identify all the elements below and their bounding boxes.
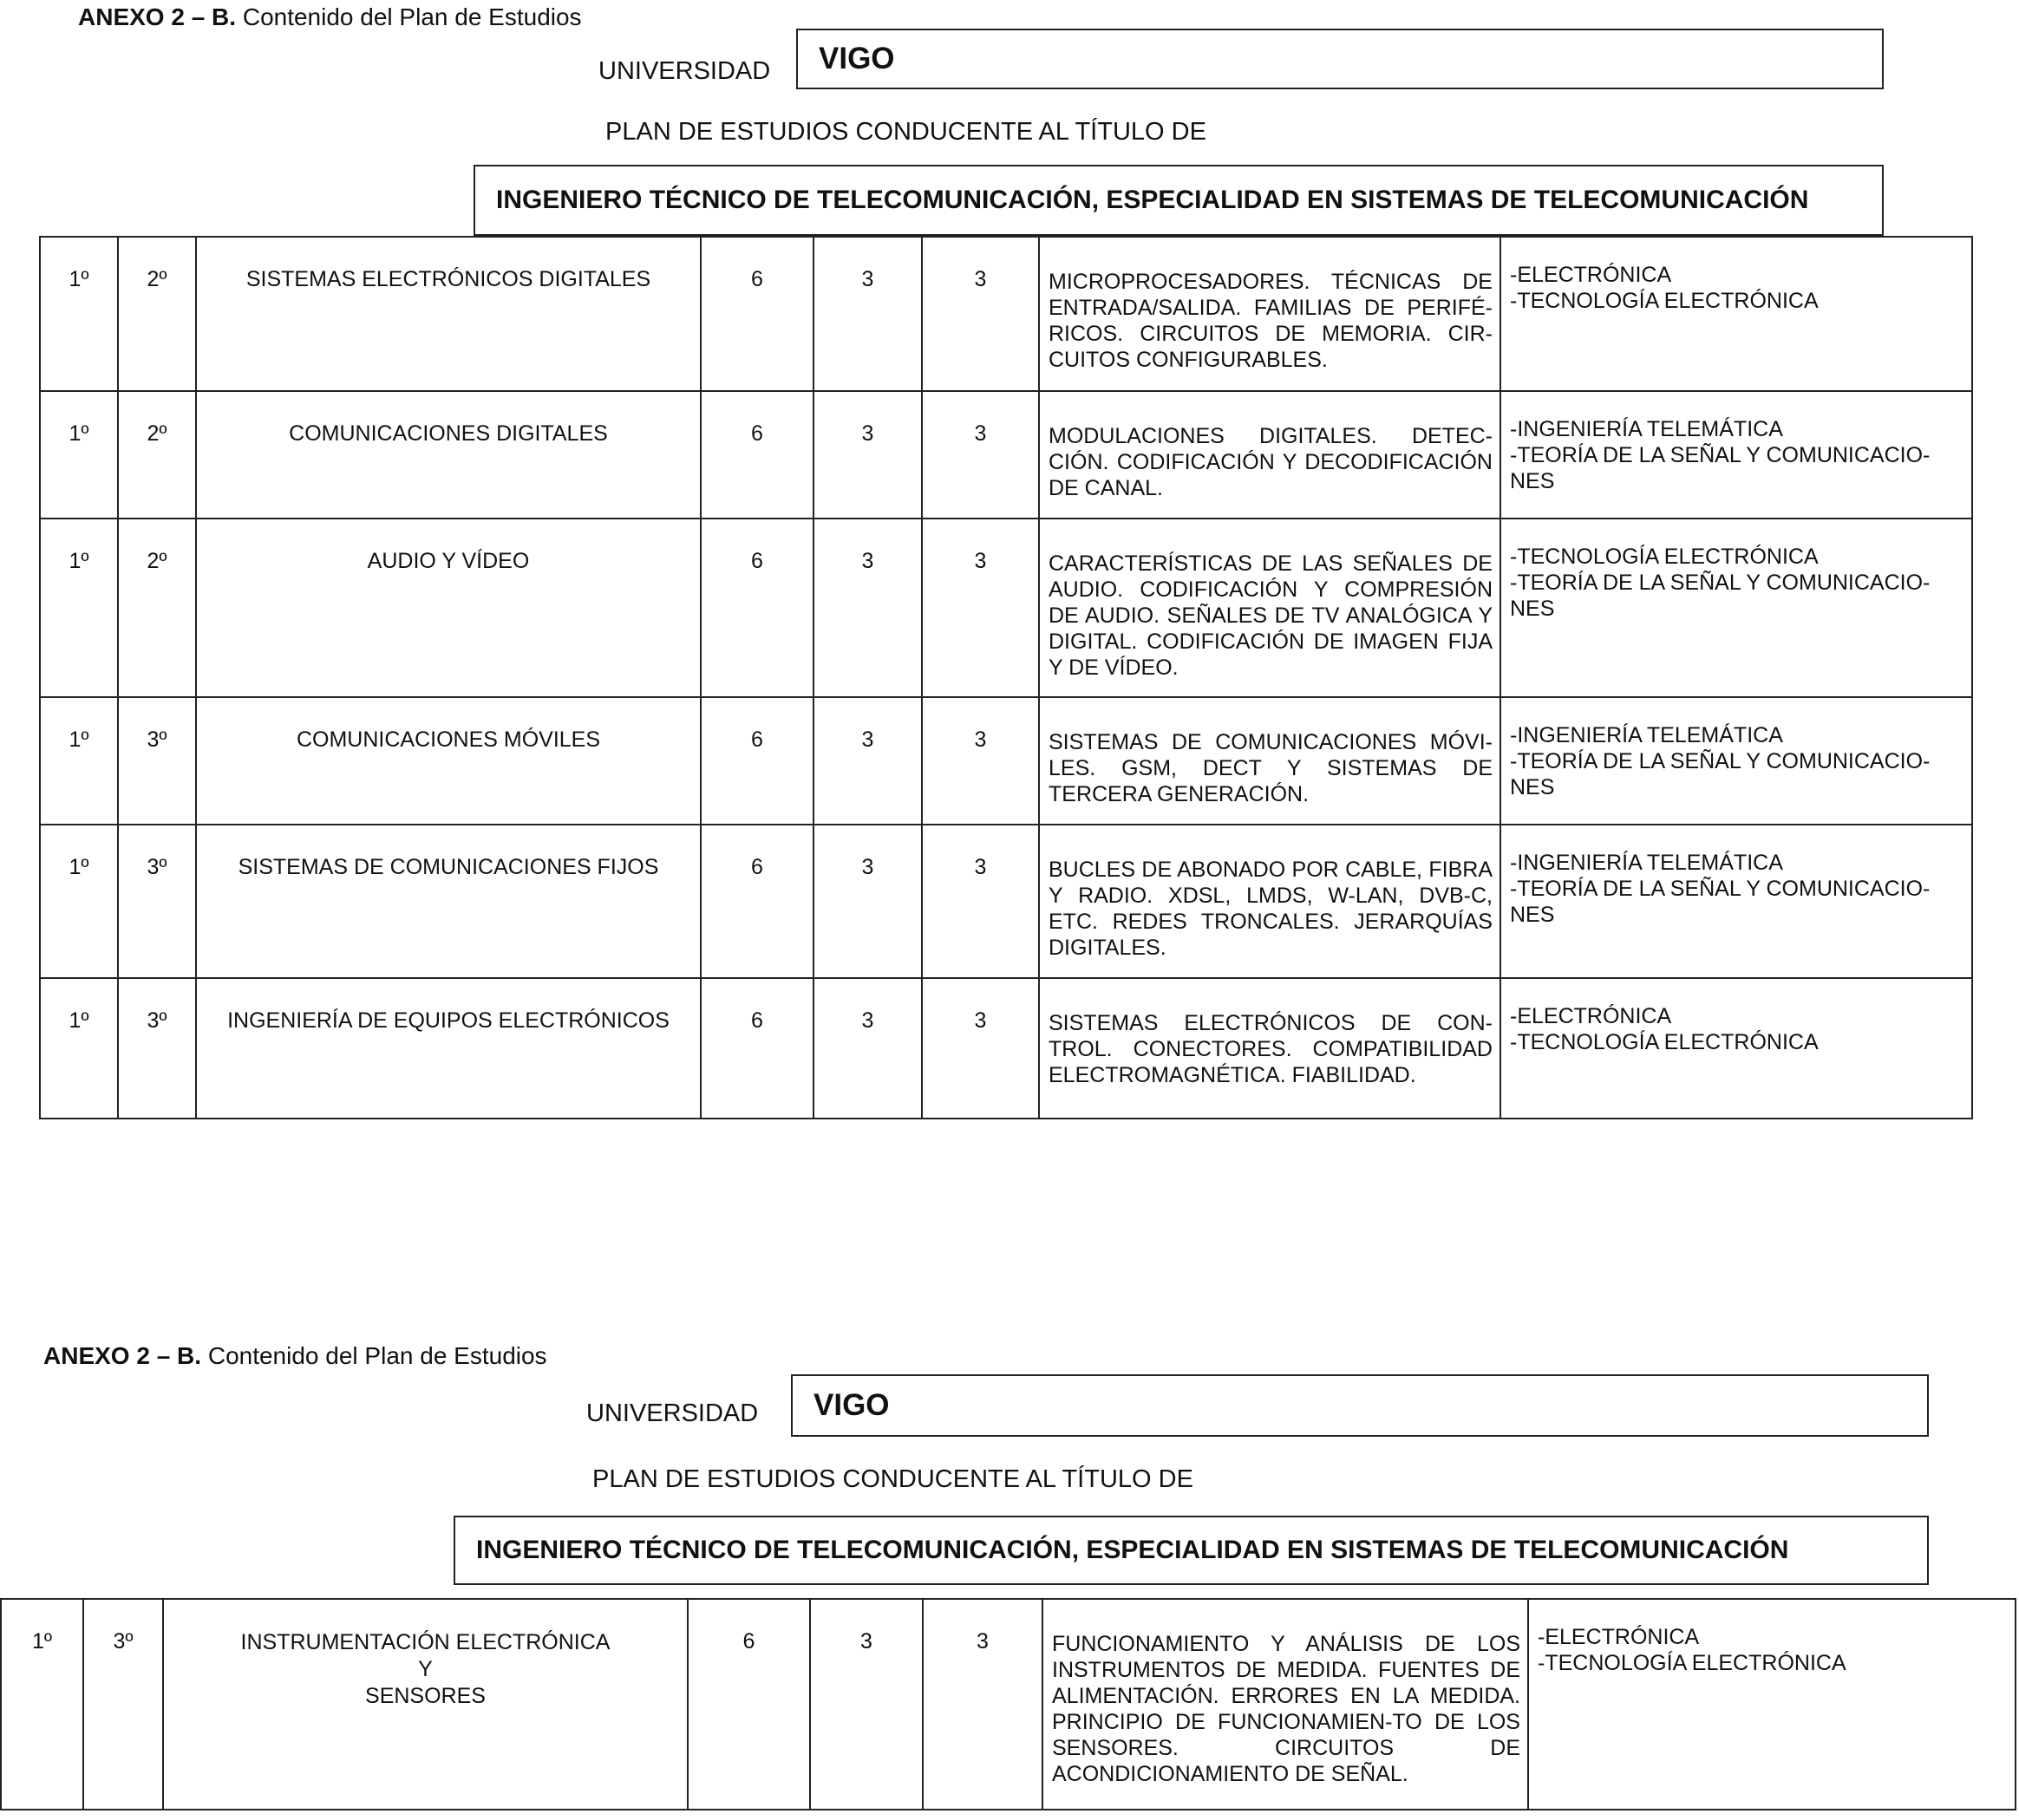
titulo-text: INGENIERO TÉCNICO DE TELECOMUNICACIÓN, ESPECIALIDAD EN SISTEMAS DE TELECOMUNICACIÓN: [496, 186, 1809, 214]
creditos-practicos-cell-text: 3: [977, 1629, 989, 1654]
ciclo-cell: [40, 391, 118, 519]
asignatura-cell: [196, 519, 701, 697]
titulo-box-2: [454, 1516, 1929, 1585]
area-conocimiento: -TECNOLOGÍA ELECTRÓNICA: [1538, 1651, 1846, 1675]
creditos-teoricos-cell: [813, 237, 922, 391]
anexo-subtitle-2: Contenido del Plan de Estudios: [201, 1342, 547, 1369]
ciclo-cell-text: 1º: [31, 1629, 53, 1654]
areas-cell: [1500, 237, 1972, 391]
creditos-practicos-cell-text: 3: [974, 727, 987, 752]
area-conocimiento: -TECNOLOGÍA ELECTRÓNICA: [1510, 1030, 1819, 1054]
area-conocimiento: -INGENIERÍA TELEMÁTICA: [1510, 417, 1783, 441]
universidad-value-2: VIGO: [813, 1388, 890, 1422]
ciclo-cell-text: 1º: [69, 855, 89, 879]
creditos-totales-cell: [701, 391, 813, 519]
descriptor-cell: SISTEMAS DE COMUNICACIONES MÓVI-LES. GSM, DECT Y SISTEMAS DE TERCERA GENERACIÓN.: [1039, 697, 1500, 825]
creditos-teoricos-cell-text: 3: [861, 267, 874, 291]
ciclo-cell-text: 1º: [69, 421, 89, 446]
anexo-heading-2: [43, 1342, 547, 1370]
creditos-practicos-cell-text: 3: [974, 267, 987, 291]
creditos-totales-cell-text: 6: [742, 1629, 755, 1654]
area-conocimiento: -ELECTRÓNICA: [1538, 1625, 1700, 1649]
descriptor-cell: SISTEMAS ELECTRÓNICOS DE CON-TROL. CONECTORES. COMPATIBILIDAD ELECTROMAGNÉTICA. FIABILIDAD.: [1039, 978, 1500, 1119]
creditos-practicos-cell: [922, 391, 1039, 519]
area-conocimiento: -ELECTRÓNICA: [1510, 1004, 1672, 1028]
creditos-practicos-cell: [922, 825, 1039, 978]
ciclo-cell-text: 1º: [69, 549, 89, 573]
table-row: [40, 825, 1972, 978]
area-conocimiento: -TEORÍA DE LA SEÑAL Y COMUNICACIO-NES: [1510, 877, 1931, 927]
asignatura-cell-text: SISTEMAS ELECTRÓNICOS DIGITALES: [245, 267, 651, 291]
ciclo-cell: [40, 519, 118, 697]
creditos-totales-cell-text: 6: [751, 855, 763, 879]
curso-cell: [118, 825, 196, 978]
asignatura-cell: [196, 237, 701, 391]
table-row: [40, 519, 1972, 697]
asignatura-line: SENSORES: [365, 1684, 486, 1708]
creditos-totales-cell-text: 6: [751, 1008, 763, 1033]
creditos-totales-cell-text: 6: [751, 727, 763, 752]
creditos-teoricos-cell-text: 3: [861, 1008, 874, 1033]
anexo-heading: [78, 3, 582, 31]
asignatura-cell-text: INGENIERÍA DE EQUIPOS ELECTRÓNICOS: [227, 1008, 670, 1033]
ciclo-cell-text: 1º: [69, 727, 89, 752]
areas-cell: [1500, 697, 1972, 825]
areas-cell: [1500, 519, 1972, 697]
creditos-teoricos-cell-text: 3: [861, 727, 874, 752]
curso-cell-text: 3º: [147, 855, 167, 879]
curso-cell: [118, 697, 196, 825]
curso-cell: [118, 237, 196, 391]
creditos-teoricos-cell: [813, 978, 922, 1119]
creditos-practicos-cell: [922, 978, 1039, 1119]
creditos-totales-cell-text: 6: [751, 421, 763, 446]
titulo-text-2: INGENIERO TÉCNICO DE TELECOMUNICACIÓN, ESPECIALIDAD EN SISTEMAS DE TELECOMUNICACIÓN: [476, 1536, 1789, 1564]
descriptor-cell: MODULACIONES DIGITALES. DETEC-CIÓN. CODIFICACIÓN Y DECODIFICACIÓN DE CANAL.: [1039, 391, 1500, 519]
creditos-practicos-cell: [923, 1599, 1042, 1810]
plan-table-2: [0, 1598, 2016, 1810]
ciclo-cell: [1, 1599, 83, 1810]
creditos-practicos-cell: [922, 519, 1039, 697]
universidad-label: UNIVERSIDAD: [598, 57, 771, 85]
universidad-label-2: UNIVERSIDAD: [586, 1399, 759, 1427]
curso-cell-text: 3º: [147, 1008, 167, 1033]
creditos-practicos-cell-text: 3: [974, 1008, 987, 1033]
curso-cell: [118, 391, 196, 519]
area-conocimiento: -INGENIERÍA TELEMÁTICA: [1510, 723, 1783, 747]
areas-cell: [1500, 978, 1972, 1119]
table-row: [40, 697, 1972, 825]
ciclo-cell-text: 1º: [69, 267, 89, 291]
universidad-value-box-2: [791, 1374, 1929, 1437]
asignatura-cell-lines: [164, 1600, 687, 1710]
asignatura-cell-text: COMUNICACIONES DIGITALES: [289, 421, 608, 446]
creditos-teoricos-cell-text: 3: [861, 421, 874, 446]
table-row: [40, 237, 1972, 391]
asignatura-cell: [163, 1599, 688, 1810]
area-conocimiento: -TEORÍA DE LA SEÑAL Y COMUNICACIO-NES: [1510, 443, 1931, 493]
creditos-totales-cell: [701, 237, 813, 391]
creditos-totales-cell-text: 6: [751, 549, 763, 573]
asignatura-cell: [196, 978, 701, 1119]
asignatura-cell: [196, 825, 701, 978]
table-row: [40, 978, 1972, 1119]
table-row: [1, 1599, 2016, 1810]
plan-label: PLAN DE ESTUDIOS CONDUCENTE AL TÍTULO DE: [605, 118, 1206, 146]
creditos-teoricos-cell: [813, 697, 922, 825]
ciclo-cell: [40, 697, 118, 825]
anexo-number: ANEXO 2 – B.: [78, 3, 237, 30]
descriptor-cell: CARACTERÍSTICAS DE LAS SEÑALES DE AUDIO. CODIFICACIÓN Y COMPRESIÓN DE AUDIO. SEÑALES DE TV ANALÓGICA Y DIGITAL. CODIFICACIÓN DE IMAGEN FIJA Y DE VÍDEO.: [1039, 519, 1500, 697]
creditos-teoricos-cell-text: 3: [861, 855, 874, 879]
asignatura-cell-text: SISTEMAS DE COMUNICACIONES FIJOS: [238, 855, 659, 879]
area-conocimiento: -TECNOLOGÍA ELECTRÓNICA: [1510, 545, 1819, 569]
curso-cell-text: 3º: [113, 1629, 134, 1654]
ciclo-cell: [40, 978, 118, 1119]
areas-cell: [1500, 391, 1972, 519]
creditos-totales-cell-text: 6: [751, 267, 763, 291]
titulo-box: [474, 165, 1884, 236]
asignatura-cell-text: COMUNICACIONES MÓVILES: [296, 727, 601, 752]
curso-cell: [118, 978, 196, 1119]
areas-cell: [1500, 825, 1972, 978]
asignatura-cell: [196, 391, 701, 519]
universidad-value-box: [796, 29, 1884, 89]
creditos-teoricos-cell: [810, 1599, 923, 1810]
creditos-totales-cell: [701, 825, 813, 978]
curso-cell-text: 3º: [147, 727, 167, 752]
asignatura-line: Y: [418, 1657, 433, 1681]
area-conocimiento: -TECNOLOGÍA ELECTRÓNICA: [1510, 289, 1819, 313]
creditos-teoricos-cell-text: 3: [861, 549, 874, 573]
plan-table-2-body: [1, 1599, 2016, 1810]
creditos-totales-cell: [701, 978, 813, 1119]
curso-cell-text: 2º: [147, 549, 167, 573]
area-conocimiento: -ELECTRÓNICA: [1510, 263, 1672, 287]
creditos-teoricos-cell-text: 3: [860, 1629, 872, 1654]
curso-cell-text: 2º: [147, 421, 167, 446]
creditos-teoricos-cell: [813, 391, 922, 519]
anexo-subtitle: Contenido del Plan de Estudios: [236, 3, 582, 30]
plan-table-1-body: [40, 237, 1972, 1119]
ciclo-cell: [40, 825, 118, 978]
descriptor-cell: FUNCIONAMIENTO Y ANÁLISIS DE LOS INSTRUMENTOS DE MEDIDA. FUENTES DE ALIMENTACIÓN. ERRORES EN LA MEDIDA. PRINCIPIO DE FUNCIONAMIEN-TO DE LOS SENSORES. CIRCUITOS DE ACONDICIONAMIENTO DE SEÑAL.: [1042, 1599, 1528, 1810]
plan-table-1: [39, 236, 1973, 1119]
ciclo-cell: [40, 237, 118, 391]
areas-cell: [1528, 1599, 2016, 1810]
curso-cell: [118, 519, 196, 697]
anexo-number-2: ANEXO 2 – B.: [43, 1342, 202, 1369]
curso-cell: [83, 1599, 163, 1810]
creditos-practicos-cell: [922, 237, 1039, 391]
creditos-practicos-cell-text: 3: [974, 549, 987, 573]
creditos-practicos-cell: [922, 697, 1039, 825]
creditos-practicos-cell-text: 3: [974, 855, 987, 879]
creditos-teoricos-cell: [813, 519, 922, 697]
descriptor-cell: BUCLES DE ABONADO POR CABLE, FIBRA Y RADIO. XDSL, LMDS, W-LAN, DVB-C, ETC. REDES TRONCALES. JERARQUÍAS DIGITALES.: [1039, 825, 1500, 978]
plan-label-2: PLAN DE ESTUDIOS CONDUCENTE AL TÍTULO DE: [592, 1465, 1193, 1493]
creditos-practicos-cell-text: 3: [974, 421, 987, 446]
asignatura-cell-text: AUDIO Y VÍDEO: [367, 549, 530, 573]
asignatura-line: INSTRUMENTACIÓN ELECTRÓNICA: [240, 1630, 611, 1654]
table-row: [40, 391, 1972, 519]
creditos-totales-cell: [701, 519, 813, 697]
area-conocimiento: -INGENIERÍA TELEMÁTICA: [1510, 851, 1783, 875]
creditos-teoricos-cell: [813, 825, 922, 978]
descriptor-cell: MICROPROCESADORES. TÉCNICAS DE ENTRADA/SALIDA. FAMILIAS DE PERIFÉ-RICOS. CIRCUITOS DE MEMORIA. CIR-CUITOS CONFIGURABLES.: [1039, 237, 1500, 391]
curso-cell-text: 2º: [147, 267, 167, 291]
creditos-totales-cell: [701, 697, 813, 825]
ciclo-cell-text: 1º: [69, 1008, 89, 1033]
asignatura-cell: [196, 697, 701, 825]
creditos-totales-cell: [688, 1599, 810, 1810]
area-conocimiento: -TEORÍA DE LA SEÑAL Y COMUNICACIO-NES: [1510, 749, 1931, 799]
area-conocimiento: -TEORÍA DE LA SEÑAL Y COMUNICACIO-NES: [1510, 571, 1931, 621]
universidad-value: VIGO: [819, 42, 895, 75]
